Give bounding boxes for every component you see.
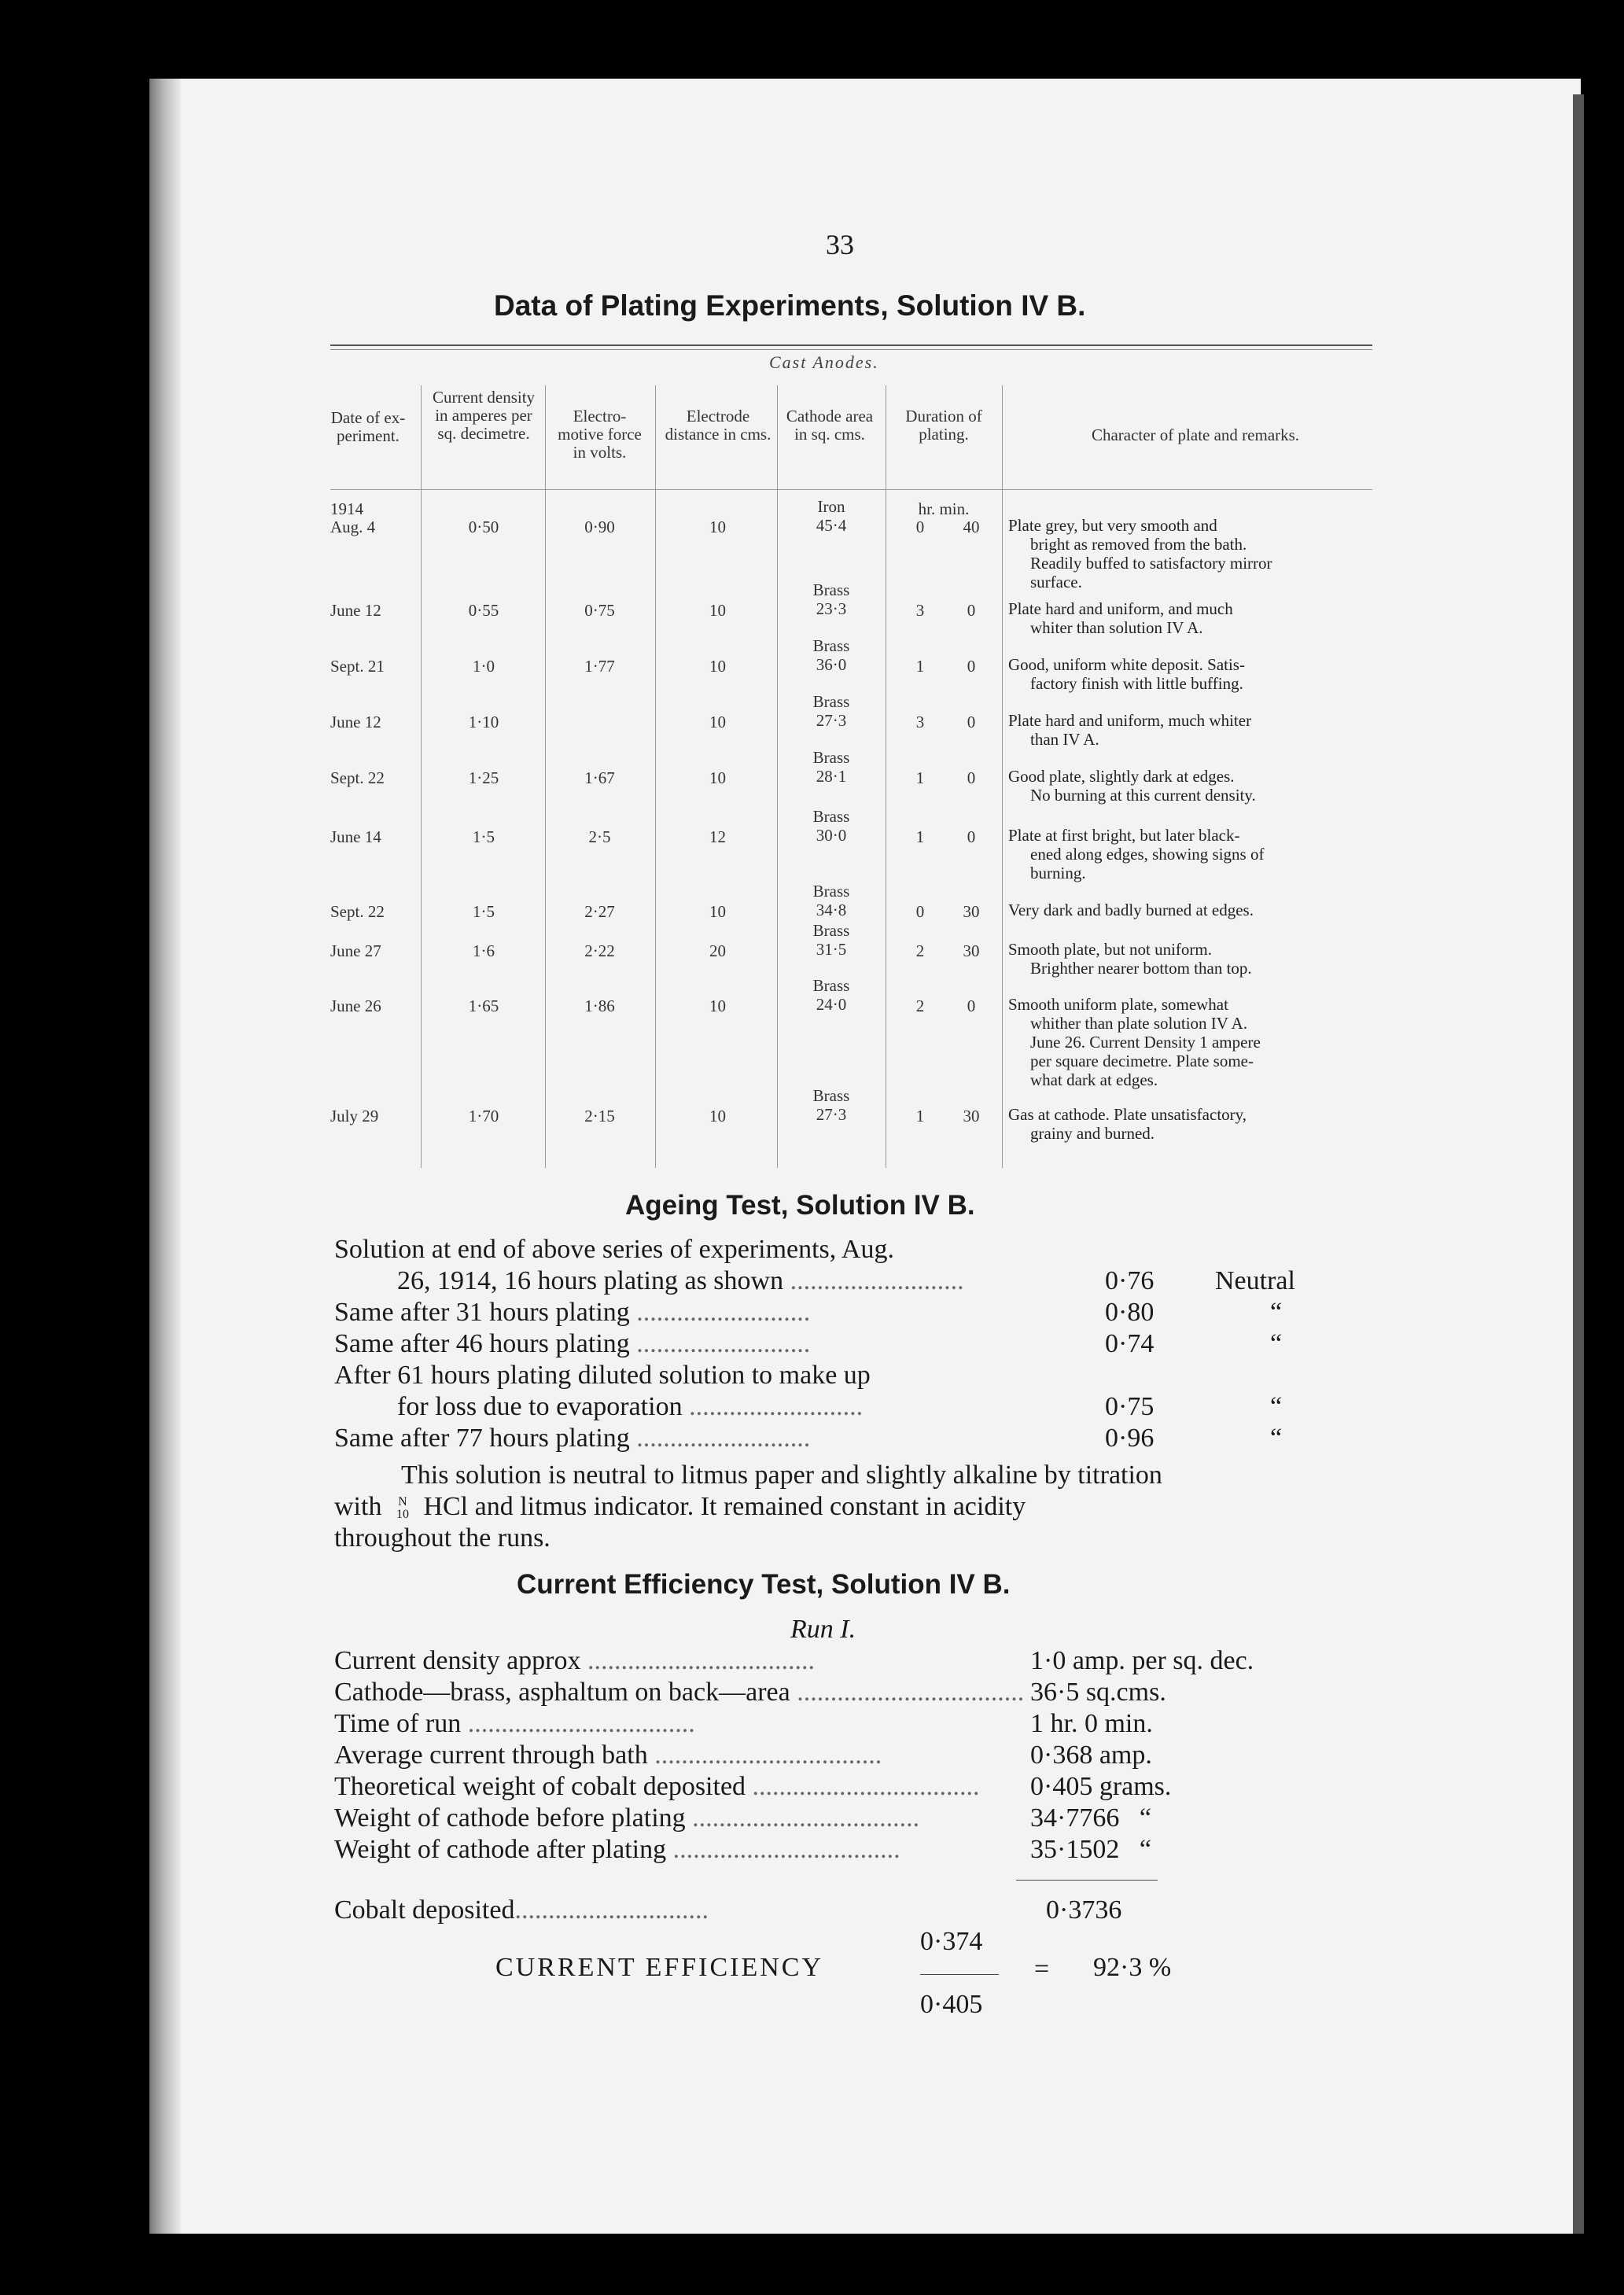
cell-cathode-metal: Brass <box>812 1086 850 1105</box>
cell-emf: 1·77 <box>584 657 615 676</box>
remark-line: bright as removed from the bath. <box>1030 535 1247 554</box>
ce-numerator: 0·374 <box>920 1927 983 1956</box>
cell-remarks <box>1008 826 1370 882</box>
cell-cathode-area: 34·8 <box>816 901 847 919</box>
cell-date: Aug. 4 <box>330 518 376 536</box>
efficiency-title: Current Efficiency Test, Solution IV B. <box>517 1569 1011 1600</box>
ageing-line-text: Same after 77 hours plating <box>334 1424 630 1453</box>
efficiency-value: 1·0 amp. per sq. dec. <box>1030 1646 1254 1675</box>
cell-duration-hr: 1 <box>915 827 925 846</box>
book-spine-shadow <box>149 79 181 2234</box>
ageing-line <box>397 1266 1054 1296</box>
col-sep <box>545 385 546 1168</box>
efficiency-line <box>334 1678 1025 1707</box>
cell-emf: 0·90 <box>584 518 615 536</box>
cell-duration-min: 0 <box>967 827 976 846</box>
cell-duration-hr: 2 <box>915 941 925 960</box>
cell-distance: 10 <box>709 518 726 536</box>
remark-line: Plate hard and uniform, much whiter <box>1008 711 1252 730</box>
cell-cathode-metal: Brass <box>812 921 850 940</box>
title-rule-thin <box>330 349 1372 350</box>
cobalt-deposited-label: Cobalt deposited............................. <box>334 1895 709 1925</box>
efficiency-label: Theoretical weight of cobalt deposited <box>334 1772 746 1801</box>
cell-remarks <box>1008 995 1370 1089</box>
cell-cathode-area: 31·5 <box>816 940 847 959</box>
remark-line: Smooth uniform plate, somewhat <box>1008 995 1228 1014</box>
cell-distance: 10 <box>709 768 726 787</box>
cell-cathode-area: 23·3 <box>816 599 847 618</box>
cell-date: July 29 <box>330 1107 379 1125</box>
ageing-line-text: Same after 31 hours plating <box>334 1298 630 1327</box>
cell-cathode-metal: Brass <box>812 882 850 901</box>
remark-line: Gas at cathode. Plate unsatisfactory, <box>1008 1105 1247 1124</box>
ageing-paragraph-with: with <box>334 1492 382 1521</box>
remark-line: burning. <box>1030 864 1086 882</box>
cell-cathode-metal: Brass <box>812 580 850 599</box>
efficiency-value: 36·5 sq.cms. <box>1030 1678 1166 1707</box>
efficiency-line <box>334 1772 991 1802</box>
cell-remarks <box>1008 767 1370 805</box>
ageing-value: 0·75 <box>1105 1392 1154 1421</box>
cell-current: 1·6 <box>473 941 495 960</box>
cell-emf: 2·5 <box>588 827 611 846</box>
cell-duration-min: 30 <box>963 902 980 921</box>
col-sep <box>777 385 778 1168</box>
header-current: Current density in amperes per sq. decimetre. <box>432 388 536 443</box>
efficiency-line <box>334 1835 991 1865</box>
ageing-value: 0·74 <box>1105 1329 1154 1358</box>
remark-line: Smooth plate, but not uniform. <box>1008 940 1212 959</box>
cell-current: 1·70 <box>468 1107 499 1125</box>
remark-line: whiter than solution IV A. <box>1030 618 1203 637</box>
cell-emf: 1·67 <box>584 768 615 787</box>
ageing-paragraph-line-3: throughout the runs. <box>334 1523 551 1553</box>
remark-line: than IV A. <box>1030 730 1099 749</box>
cell-date: June 27 <box>330 941 381 960</box>
ce-label: CURRENT EFFICIENCY <box>495 1953 824 1982</box>
remark-line: Very dark and badly burned at edges. <box>1008 901 1254 919</box>
header-duration: Duration of plating. <box>905 407 982 444</box>
cell-current: 0·55 <box>468 601 499 620</box>
cell-duration-min: 0 <box>967 713 976 731</box>
cell-current: 1·5 <box>473 902 495 921</box>
cell-distance: 10 <box>709 657 726 676</box>
remark-line: Good plate, slightly dark at edges. <box>1008 767 1235 786</box>
cell-cathode-metal: Brass <box>812 976 850 995</box>
efficiency-value: 0·405 grams. <box>1030 1772 1172 1801</box>
cell-remarks <box>1008 599 1370 637</box>
cell-cathode-metal: Iron <box>817 497 845 516</box>
cell-current: 1·0 <box>473 657 495 676</box>
cell-distance: 10 <box>709 1107 726 1125</box>
ageing-value: 0·76 <box>1105 1266 1154 1295</box>
table-subcaption: Cast Anodes. <box>769 352 879 372</box>
efficiency-label: Time of run <box>334 1709 462 1738</box>
remark-line: Plate hard and uniform, and much <box>1008 599 1233 618</box>
cell-cathode-area: 24·0 <box>816 995 847 1014</box>
cell-cathode-metal: Brass <box>812 692 850 711</box>
remark-line: factory finish with little buffing. <box>1030 674 1243 693</box>
col-sep <box>655 385 656 1168</box>
leader-dots: .......................... <box>629 1298 811 1327</box>
remark-line: No burning at this current density. <box>1030 786 1256 805</box>
duration-units: hr. min. <box>918 499 970 518</box>
cell-duration-hr: 2 <box>915 996 925 1015</box>
efficiency-value: 1 hr. 0 min. <box>1030 1709 1153 1738</box>
efficiency-label: Weight of cathode before plating <box>334 1803 686 1833</box>
cell-duration-hr: 0 <box>915 902 925 921</box>
cell-date: June 12 <box>330 713 381 731</box>
sum-rule <box>1016 1880 1158 1881</box>
cobalt-deposited-value: 0·3736 <box>1046 1895 1122 1925</box>
cell-remarks <box>1008 940 1370 978</box>
efficiency-label: Weight of cathode after plating <box>334 1835 667 1864</box>
remark-line: Brighther nearer bottom than top. <box>1030 959 1252 978</box>
header-cathode: Cathode area in sq. cms. <box>786 407 874 444</box>
ce-fraction-bar <box>920 1974 999 1975</box>
cell-current: 1·65 <box>468 996 499 1015</box>
cell-distance: 10 <box>709 996 726 1015</box>
efficiency-label: Average current through bath <box>334 1741 648 1770</box>
ageing-value: 0·96 <box>1105 1424 1154 1453</box>
fraction-numerator: N <box>398 1495 407 1509</box>
ageing-line <box>334 1424 1054 1453</box>
ageing-paragraph-line-2: HCl and litmus indicator. It remained constant in acidity <box>423 1492 1026 1521</box>
col-sep <box>1002 385 1003 1168</box>
cell-remarks <box>1008 901 1370 919</box>
col-sep <box>421 385 422 1168</box>
leader-dots: .................................. <box>746 1772 980 1801</box>
leader-dots: .................................. <box>461 1709 695 1738</box>
cell-cathode-area: 45·4 <box>816 516 847 535</box>
efficiency-line <box>334 1803 991 1833</box>
ageing-line <box>334 1298 1054 1328</box>
efficiency-value: 34·7766 “ <box>1030 1803 1151 1833</box>
efficiency-label: Current density approx <box>334 1646 581 1675</box>
cell-duration-hr: 0 <box>915 518 925 536</box>
title-rule <box>330 344 1372 346</box>
cell-cathode-metal: Brass <box>812 807 850 826</box>
ce-result: 92·3 % <box>1093 1953 1172 1982</box>
cell-date: June 14 <box>330 827 381 846</box>
leader-dots: .......................... <box>682 1392 864 1421</box>
cell-cathode-area: 36·0 <box>816 655 847 674</box>
remark-line: what dark at edges. <box>1030 1070 1158 1089</box>
page-number: 33 <box>826 229 854 260</box>
leader-dots: .................................. <box>580 1646 815 1675</box>
cell-cathode-area: 30·0 <box>816 826 847 845</box>
cell-distance: 10 <box>709 713 726 731</box>
fraction-n-over-10 <box>396 1496 409 1521</box>
efficiency-value: 35·1502 “ <box>1030 1835 1151 1864</box>
cell-cathode-metal: Brass <box>812 636 850 655</box>
ageing-line <box>334 1361 871 1391</box>
cell-remarks <box>1008 711 1370 749</box>
cell-current: 0·50 <box>468 518 499 536</box>
cobalt-deposited-text: Cobalt deposited <box>334 1895 515 1925</box>
remark-line: Good, uniform white deposit. Satis- <box>1008 655 1245 674</box>
cell-date: Sept. 22 <box>330 768 385 787</box>
ageing-note: “ <box>1270 1329 1283 1358</box>
remark-line: surface. <box>1030 573 1082 591</box>
cell-distance: 20 <box>709 941 726 960</box>
cell-cathode-area: 28·1 <box>816 767 847 786</box>
ageing-paragraph <box>334 1460 1376 1554</box>
ageing-line <box>397 1392 1054 1422</box>
cell-duration-min: 0 <box>967 601 976 620</box>
ageing-note: “ <box>1270 1298 1283 1327</box>
cell-date: June 12 <box>330 601 381 620</box>
ageing-line <box>334 1329 1054 1359</box>
remark-line: ened along edges, showing signs of <box>1030 845 1265 864</box>
leader-dots: .......................... <box>783 1266 964 1295</box>
remark-line: per square decimetre. Plate some- <box>1030 1052 1254 1070</box>
leader-dots: .................................. <box>790 1678 1025 1707</box>
cell-cathode-area: 27·3 <box>816 711 847 730</box>
cell-remarks <box>1008 1105 1370 1143</box>
ageing-line-text: Solution at end of above series of experiments, Aug. <box>334 1235 894 1264</box>
ce-equals: = <box>1034 1954 1050 1984</box>
ageing-line-text: Same after 46 hours plating <box>334 1329 630 1358</box>
efficiency-value: 0·368 amp. <box>1030 1741 1152 1770</box>
efficiency-line <box>334 1646 991 1676</box>
cell-date: Sept. 22 <box>330 902 385 921</box>
ageing-line-text: 26, 1914, 16 hours plating as shown <box>397 1266 784 1295</box>
efficiency-label: Cathode—brass, asphaltum on back—area <box>334 1678 790 1707</box>
cell-duration-min: 0 <box>967 657 976 676</box>
cell-current: 1·5 <box>473 827 495 846</box>
remark-line: Plate grey, but very smooth and <box>1008 516 1217 535</box>
ageing-note: “ <box>1270 1424 1283 1453</box>
cell-duration-min: 30 <box>963 1107 980 1125</box>
cell-emf: 2·27 <box>584 902 615 921</box>
cell-date: Sept. 21 <box>330 657 385 676</box>
header-date: Date of ex- periment. <box>330 408 406 445</box>
remark-line: grainy and burned. <box>1030 1124 1155 1143</box>
cell-cathode-metal: Brass <box>812 748 850 767</box>
ageing-note: “ <box>1270 1392 1283 1421</box>
cell-cathode-area: 27·3 <box>816 1105 847 1124</box>
leader-dots: .................................. <box>666 1835 900 1864</box>
ageing-note: Neutral <box>1215 1266 1295 1295</box>
cell-current: 1·10 <box>468 713 499 731</box>
cell-duration-min: 40 <box>963 518 980 536</box>
ageing-line-text: for loss due to evaporation <box>397 1392 683 1421</box>
cell-distance: 10 <box>709 601 726 620</box>
leader-dots: .................................. <box>685 1803 920 1833</box>
cell-duration-min: 0 <box>967 996 976 1015</box>
ageing-value: 0·80 <box>1105 1298 1154 1327</box>
efficiency-line <box>334 1709 991 1739</box>
leader-dots: .......................... <box>629 1329 811 1358</box>
page-edge <box>1573 94 1584 2234</box>
leader-dots: .................................. <box>647 1741 882 1770</box>
cell-remarks <box>1008 655 1370 693</box>
ageing-line <box>334 1235 894 1265</box>
ce-denominator: 0·405 <box>920 1990 983 2019</box>
cell-duration-hr: 1 <box>915 657 925 676</box>
fraction-denominator: 10 <box>396 1508 409 1522</box>
cell-duration-hr: 3 <box>915 713 925 731</box>
header-rule <box>330 489 1372 490</box>
table-year: 1914 <box>330 499 363 518</box>
ageing-line-text: After 61 hours plating diluted solution to make up <box>334 1361 871 1390</box>
remark-line: Plate at first bright, but later black- <box>1008 826 1240 845</box>
cell-duration-hr: 3 <box>915 601 925 620</box>
cell-emf: 0·75 <box>584 601 615 620</box>
leader-dots: .......................... <box>629 1424 811 1453</box>
header-emf: Electro- motive force in volts. <box>558 407 642 462</box>
remark-line: Readily buffed to satisfactory mirror <box>1030 554 1272 573</box>
cell-date: June 26 <box>330 996 381 1015</box>
remark-line: June 26. Current Density 1 ampere <box>1030 1033 1261 1052</box>
cell-emf: 2·22 <box>584 941 615 960</box>
run-label: Run I. <box>790 1615 856 1644</box>
cell-distance: 12 <box>709 827 726 846</box>
cell-distance: 10 <box>709 902 726 921</box>
cell-duration-hr: 1 <box>915 1107 925 1125</box>
cell-current: 1·25 <box>468 768 499 787</box>
remark-line: whither than plate solution IV A. <box>1030 1014 1248 1033</box>
ageing-title: Ageing Test, Solution IV B. <box>625 1190 975 1221</box>
header-remarks: Character of plate and remarks. <box>1091 425 1300 444</box>
cell-remarks <box>1008 516 1370 591</box>
plating-table-title: Data of Plating Experiments, Solution IV B. <box>494 289 1086 322</box>
cell-duration-min: 0 <box>967 768 976 787</box>
cell-duration-hr: 1 <box>915 768 925 787</box>
header-distance: Electrode distance in cms. <box>665 407 771 444</box>
cell-emf: 1·86 <box>584 996 615 1015</box>
cell-duration-min: 30 <box>963 941 980 960</box>
cell-emf: 2·15 <box>584 1107 615 1125</box>
efficiency-line <box>334 1741 991 1770</box>
ageing-paragraph-line-1: This solution is neutral to litmus paper and slightly alkaline by titration <box>401 1461 1162 1490</box>
